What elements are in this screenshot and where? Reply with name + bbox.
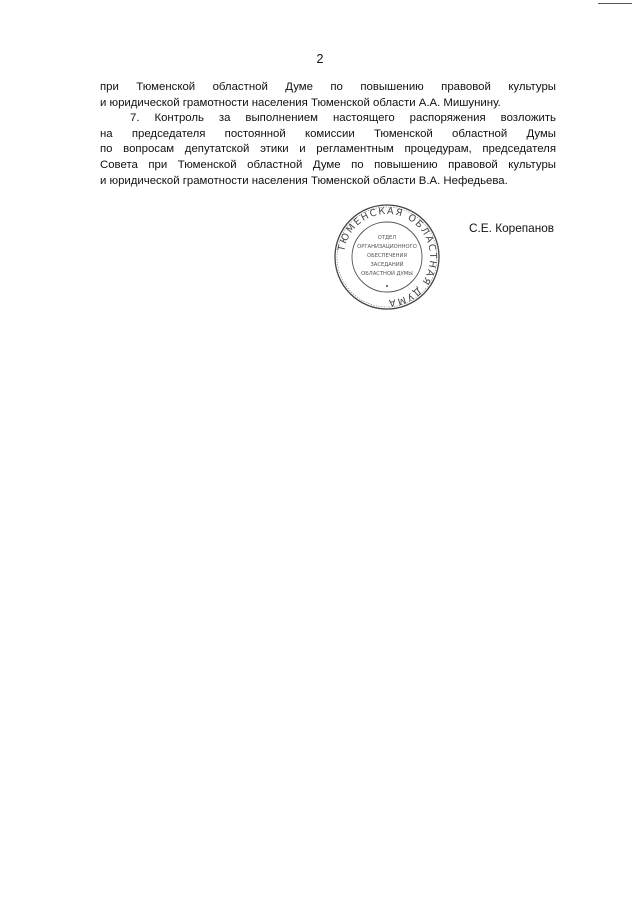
signatory-name: С.Е. Корепанов	[469, 221, 555, 235]
stamp-inner-line: ЗАСЕДАНИЙ	[370, 262, 404, 268]
document-body	[100, 80, 556, 189]
stamp-outer-text: ТЮМЕНСКАЯ ОБЛАСТНАЯ ДУМА	[336, 205, 439, 309]
text-line: Совета при Тюменской областной Думе по повышению правовой культуры	[100, 158, 556, 171]
stamp-seal-graphic	[332, 202, 442, 312]
official-stamp	[332, 202, 442, 312]
text-line: и юридической грамотности населения Тюменской области А.А. Мишунину.	[100, 96, 501, 109]
text-line: по вопросам депутатской этики и регламентным процедурам, председателя	[100, 143, 556, 156]
page-number: 2	[316, 52, 324, 66]
stamp-inner-line: ОРГАНИЗАЦИОННОГО	[357, 244, 417, 250]
text-line: 7. Контроль за выполнением настоящего распоряжения возложить	[130, 112, 556, 125]
paragraph-7	[100, 111, 556, 189]
corner-mark	[598, 3, 632, 4]
stamp-inner-line: ОБЕСПЕЧЕНИЯ	[367, 253, 407, 259]
stamp-inner-line: ОБЛАСТНОЙ ДУМЫ	[361, 271, 413, 277]
stamp-inner-line: ОТДЕЛ	[377, 235, 397, 241]
text-line: на председателя постоянной комиссии Тюменской областной Думы	[100, 127, 556, 140]
text-line: и юридической грамотности населения Тюменской области В.А. Нефедьева.	[100, 174, 508, 187]
text-line: при Тюменской областной Думе по повышению правовой культуры	[100, 81, 556, 93]
paragraph-1	[100, 80, 556, 111]
